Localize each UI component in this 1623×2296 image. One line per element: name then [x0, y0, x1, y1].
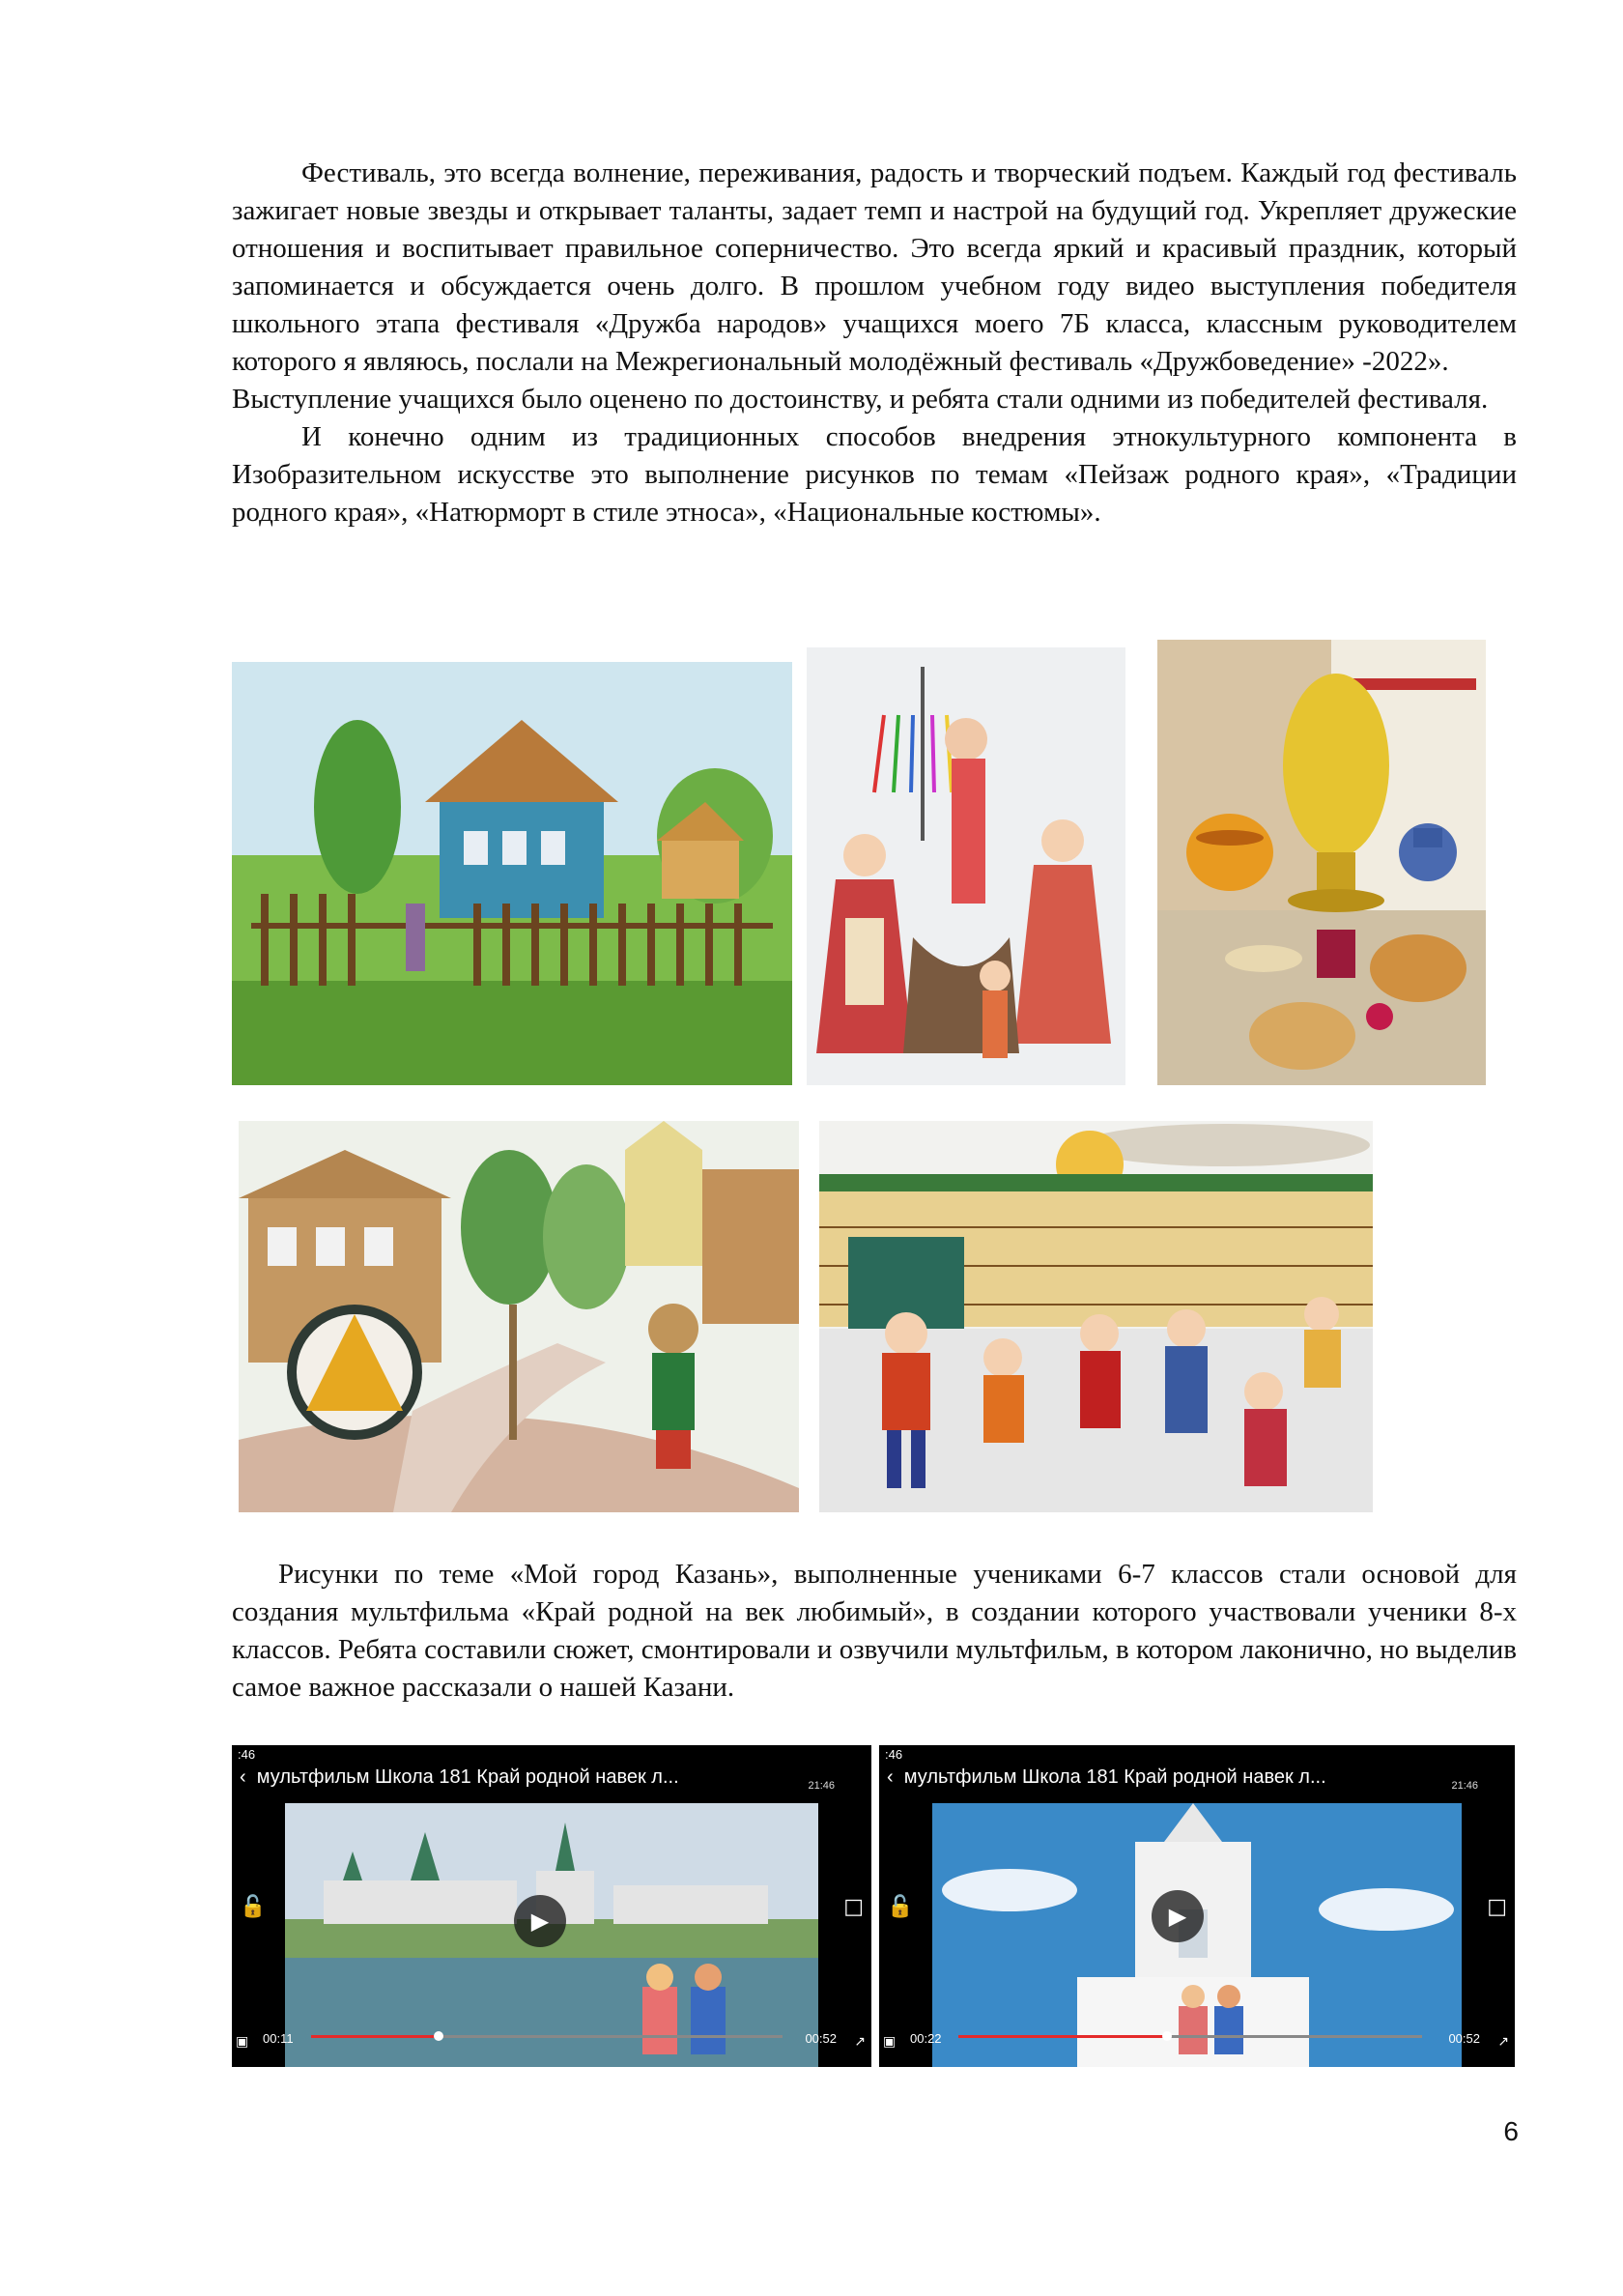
back-arrow-icon[interactable]: ‹ [887, 1766, 904, 1788]
paragraph-winners: Выступление учащихся было оценено по достоинству, и ребята стали одними из победителей фестиваля. [232, 384, 1489, 415]
play-icon[interactable]: ▶ [514, 1895, 566, 1947]
duration-time: 00:52 [1448, 2031, 1480, 2046]
status-bar-time: :46 [238, 1747, 256, 1762]
video-title-text: мультфильм Школа 181 Край родной навек л... [256, 1766, 679, 1788]
video-title [887, 1766, 1457, 1799]
share-icon[interactable]: ↗ [854, 2034, 866, 2050]
video-player-2[interactable] [879, 1745, 1515, 2067]
elapsed-time: 00:22 [910, 2031, 942, 2046]
unlock-icon[interactable]: 🔓 [240, 1895, 267, 1919]
paragraph-cartoon: Рисунки по теме «Мой город Казань», выполненные учениками 6-7 классов стали основой для создания мультфильма «Край родной на век любимый», в создании которого участвовали ученики 8-х классов. Ребята составили сюжет, смонтировали и озвучили мультфильм, в котором лаконично, но выделив самое важное рассказали о нашей Казани. [232, 1559, 1517, 1703]
drawing-village-landscape [232, 662, 792, 1085]
progress-fill [311, 2035, 439, 2038]
text-block-bottom [232, 1556, 1517, 1707]
back-arrow-icon[interactable]: ‹ [240, 1766, 257, 1788]
elapsed-time: 00:11 [263, 2031, 294, 2046]
progress-bar[interactable] [958, 2035, 1422, 2038]
video-title [240, 1766, 813, 1799]
minimize-icon[interactable]: ▣ [236, 2034, 249, 2050]
crop-icon[interactable]: □ [843, 1895, 864, 1919]
drawing-winter-celebration [819, 1121, 1373, 1512]
page-number: 6 [1503, 2116, 1519, 2146]
play-icon[interactable]: ▶ [1152, 1890, 1204, 1942]
video-player-1[interactable] [232, 1745, 871, 2067]
paragraph-festival: Фестиваль, это всегда волнение, переживания, радость и творческий подъем. Каждый год фестиваль зажигает новые звезды и открывает таланты, задает темп и настрой на будущий год. Укрепляет дружеские отношения и воспитывает правильное соперничество. Это всегда яркий и красивый праздник, который запоминается и обсуждается очень долго. В прошлом учебном году видео выступления победителя школьного этапа фестиваля «Дружба народов» учащихся моего 7Б класса, классным руководителем которого я являюсь, послали на Межрегиональный молодёжный фестиваль «Дружбоведение» -2022». [232, 158, 1517, 377]
progress-bar[interactable] [311, 2035, 783, 2038]
text-block-top [232, 155, 1517, 531]
minimize-icon[interactable]: ▣ [883, 2034, 897, 2050]
drawing-folk-festival [807, 647, 1125, 1085]
duration-time: 00:52 [805, 2031, 837, 2046]
paragraph-art-themes: И конечно одним из традиционных способов внедрения этнокультурного компонента в Изобразительном искусстве это выполнение рисунков по темам «Пейзаж родного края», «Традиции родного края», «Натюрморт в стиле этноса», «Национальные костюмы». [232, 421, 1517, 528]
progress-knob[interactable] [434, 2031, 443, 2041]
status-bar-time: :46 [885, 1747, 903, 1762]
crop-icon[interactable]: □ [1487, 1895, 1507, 1919]
video-title-text: мультфильм Школа 181 Край родной навек л... [903, 1766, 1326, 1788]
share-icon[interactable]: ↗ [1497, 2034, 1509, 2050]
video-frame-tower [932, 1803, 1462, 2067]
progress-fill [958, 2035, 1167, 2038]
progress-knob[interactable] [1162, 2031, 1172, 2041]
unlock-icon[interactable]: 🔓 [887, 1895, 914, 1919]
drawing-samovar-still-life [1157, 640, 1486, 1085]
video-clock: 21:46 [1451, 1780, 1478, 1792]
drawing-kazan-street [239, 1121, 799, 1512]
video-clock: 21:46 [808, 1780, 835, 1792]
